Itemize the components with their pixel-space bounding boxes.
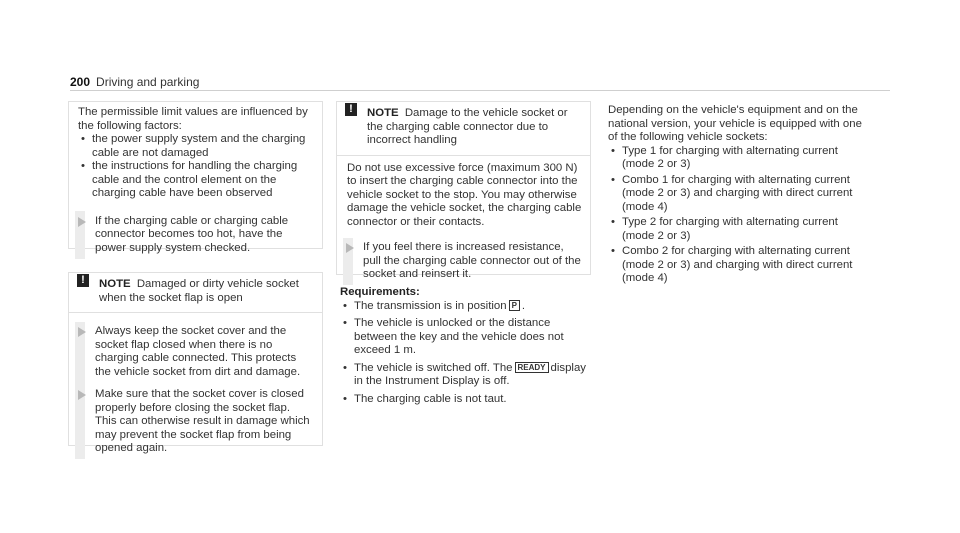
list-item: • The vehicle is unlocked or the distance between the key and the vehicle does not exceed 1 m. [340, 317, 590, 358]
list-item: • Type 2 for charging with alternating current (mode 2 or 3) [608, 216, 870, 243]
ready-symbol-icon: READY [515, 362, 549, 373]
list-item [340, 362, 590, 389]
header-rule [70, 90, 890, 91]
arrow-right-icon [78, 217, 86, 227]
section-title: Driving and parking [96, 75, 200, 89]
list-item: • Type 1 for charging with alternating current (mode 2 or 3) [608, 145, 870, 172]
list-item: • the instructions for handling the charging cable and the control element on the charging cable have been observed [78, 160, 314, 201]
note-socket-open-box [68, 272, 323, 454]
note-heading [69, 273, 322, 305]
requirements-title: Requirements: [340, 286, 420, 298]
note-heading-text: Damage to the vehicle socket or the charging cable connector due to incorrect handling [367, 107, 568, 146]
hot-cable-instruction: If the charging cable or charging cable connector becomes too hot, have the power supply system checked. [95, 214, 289, 254]
warning-icon: ! [77, 274, 89, 287]
park-symbol-icon: P [509, 300, 520, 311]
note-heading [337, 102, 590, 148]
requirements-section [340, 286, 590, 406]
resistance-instruction: If you feel there is increased resistance, pull the charging cable connector out of the socket and reinsert it. [363, 241, 581, 280]
req-text: . [521, 299, 526, 312]
step-block [337, 238, 590, 285]
force-warning-text: Do not use excessive force (maximum 300 N) to insert the charging cable connector into the vehicle socket to the stop. You may otherwise damage the vehicle socket, the charging cable connector or their contacts. [347, 161, 582, 228]
list-item: • the power supply system and the charging cable are not damaged [78, 133, 314, 160]
note-label: NOTE [367, 107, 399, 119]
step-block [69, 211, 322, 260]
req-text: The vehicle is switched off. The [354, 361, 513, 374]
limit-values-intro: The permissible limit values are influenced by the following factors: [78, 106, 308, 132]
socket-types-list [608, 145, 870, 286]
cover-closed-instruction: Make sure that the socket cover is closed properly before closing the socket flap. This can otherwise result in damage which may prevent the socket flap from being opened again. [95, 388, 310, 454]
factors-list [78, 133, 314, 201]
note-damage-box [336, 101, 591, 280]
req-text: display in the Instrument Display is off. [354, 361, 586, 387]
req-text: The transmission is in position [354, 299, 507, 312]
arrow-right-icon [78, 390, 86, 400]
socket-types-section [608, 104, 870, 286]
arrow-right-icon [78, 327, 86, 337]
keep-closed-instruction: Always keep the socket cover and the socket flap closed when there is no charging cable connected. This protects the vehicle socket from dirt and damage. [95, 325, 301, 378]
list-item: • Combo 2 for charging with alternating current (mode 2 or 3) and charging with direct current (mode 4) [608, 245, 870, 286]
list-item: • The charging cable is not taut. [340, 393, 590, 407]
warning-icon: ! [345, 103, 357, 116]
note-label: NOTE [99, 278, 131, 290]
requirements-list [340, 300, 590, 407]
list-item: • Combo 1 for charging with alternating current (mode 2 or 3) and charging with direct current (mode 4) [608, 174, 870, 215]
arrow-right-icon [346, 243, 354, 253]
step-block [69, 322, 322, 459]
list-item [340, 300, 590, 314]
note-heading-text: Damaged or dirty vehicle socket when the socket flap is open [99, 278, 299, 304]
socket-types-intro: Depending on the vehicle's equipment and on the national version, your vehicle is equipped with one of the following vehicle sockets: [608, 104, 862, 143]
page-number: 200 [70, 75, 91, 89]
limit-values-box [68, 101, 323, 254]
divider [69, 312, 322, 313]
page-header [70, 75, 199, 89]
